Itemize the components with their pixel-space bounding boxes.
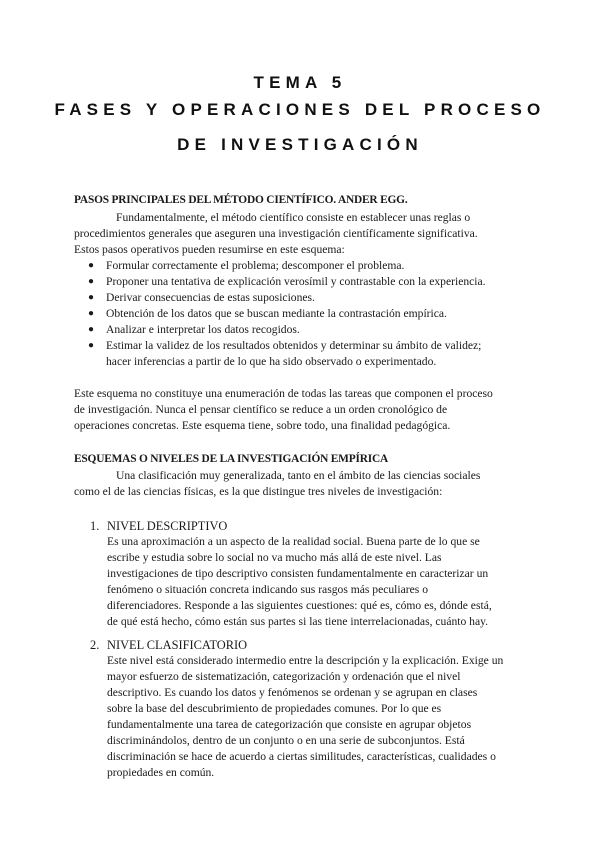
document-title-line-2: FASES Y OPERACIONES DEL PROCESO: [54, 100, 546, 119]
list-number: 2.: [90, 638, 100, 652]
bullet-icon: ●: [88, 308, 95, 319]
section-metodo-cientifico: [74, 192, 504, 434]
list-item: [74, 637, 504, 781]
section-intro-paragraph: Una clasificación muy generalizada, tanto en el ámbito de las ciencias sociales como el de las ciencias físicas, es la que distingue tres niveles de investigación:: [74, 469, 481, 498]
list-item: ● Formular correctamente el problema; descomponer el problema.: [88, 259, 405, 272]
list-item: ● Derivar consecuencias de estas suposiciones.: [88, 291, 315, 304]
list-number: 1.: [90, 519, 100, 533]
section-heading: PASOS PRINCIPALES DEL MÉTODO CIENTÍFICO. ANDER EGG.: [74, 194, 408, 206]
bullet-icon: ●: [88, 292, 95, 303]
list-item: [74, 518, 504, 630]
list-item: ● Estimar la validez de los resultados obtenidos y determinar su ámbito de validez; hacer inferencias a partir de lo que ha sido observado o experimentado.: [88, 339, 482, 368]
list-item: ● Proponer una tentativa de explicación verosímil y contrastable con la experiencia.: [88, 275, 486, 288]
list-item: ● Obtención de los datos que se buscan mediante la contrastación empírica.: [88, 307, 447, 320]
levels-numbered-list: [74, 518, 504, 781]
bullet-icon: ●: [88, 340, 95, 351]
section-intro-paragraph: Fundamentalmente, el método científico consiste en establecer unas reglas o procedimientos generales que aseguren una investigación científicamente significativa.: [74, 211, 478, 240]
bullet-icon: ●: [88, 276, 95, 287]
section-closing-paragraph: Este esquema no constituye una enumeración de todas las tareas que componen el proceso de investigación. Nunca el pensar científico se reduce a un orden cronológico de operaciones concretas. Este esquema tiene, sobre todo, una finalidad pedagógica.: [74, 387, 493, 432]
list-item: ● Analizar e interpretar los datos recogidos.: [88, 323, 300, 336]
section-lead-text: Estos pasos operativos pueden resumirse en este esquema:: [74, 243, 345, 256]
document-title-line-1: TEMA 5: [253, 73, 347, 92]
level-description: Este nivel está considerado intermedio entre la descripción y la explicación. Exige un mayor esfuerzo de sistematización, categorización y ordenación que el nivel descriptivo. Es cuando los datos y fenómenos se ordenan y se agrupan en clases sobre la base del descubrimiento de propiedades comunes. Por lo que es fundamentalmente una tarea de categorización que consiste en agrupar objetos discriminándolos, dentro de un conjunto o en una serie de subconjuntos. Está discriminación se hace de acuerdo a ciertas similitudes, características, cualidades o propiedades en común.: [107, 654, 504, 779]
bullet-icon: ●: [88, 324, 95, 335]
level-title: NIVEL CLASIFICATORIO: [107, 638, 248, 652]
steps-bullet-list: [74, 258, 504, 370]
section-heading: ESQUEMAS O NIVELES DE LA INVESTIGACIÓN EMPÍRICA: [74, 453, 389, 465]
section-niveles-investigacion: [74, 451, 504, 781]
document-title-line-3: DE INVESTIGACIÓN: [177, 135, 423, 154]
level-description: Es una aproximación a un aspecto de la realidad social. Buena parte de lo que se escribe y estudia sobre lo social no va mucho más allá de este nivel. Las investigaciones de tipo descriptivo consisten fundamentalmente en caracterizar un fenómeno o situación concreta indicando sus rasgos más peculiares o diferenciadores. Responde a las siguientes cuestiones: qué es, cómo es, dónde está, de qué está hecho, cómo están sus partes si las tiene interrelacionadas, cuánto hay.: [107, 535, 492, 628]
level-title: NIVEL DESCRIPTIVO: [107, 519, 228, 533]
bullet-icon: ●: [88, 260, 95, 271]
